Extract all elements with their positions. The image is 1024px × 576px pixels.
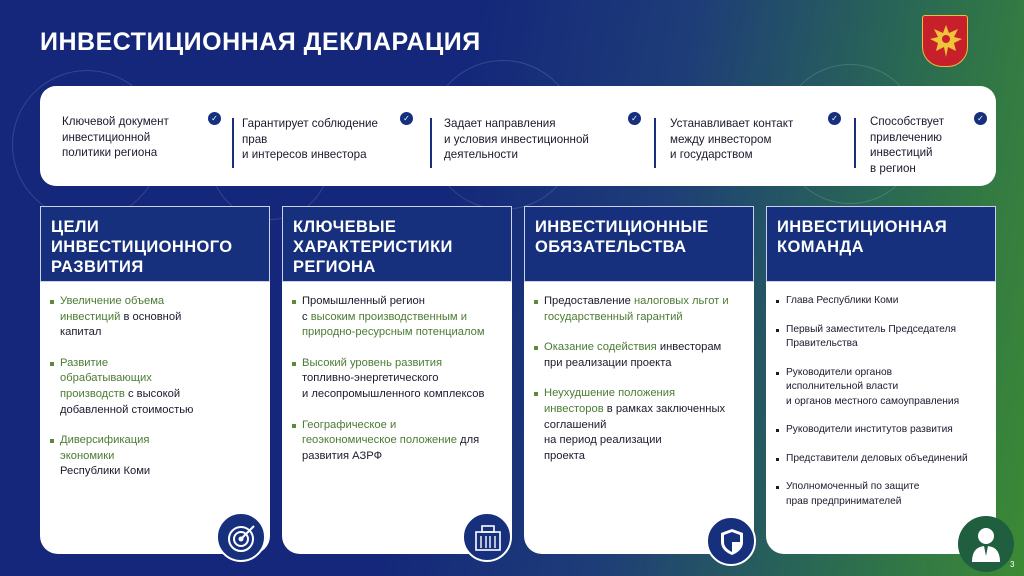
declaration-item: Способствует привлечению инвестиций в регион ✓ bbox=[870, 86, 992, 186]
list-item: Глава Республики Коми bbox=[774, 294, 992, 309]
page-title: ИНВЕСТИЦИОННАЯ ДЕКЛАРАЦИЯ bbox=[40, 28, 481, 56]
coat-of-arms-icon bbox=[922, 15, 968, 67]
divider bbox=[654, 118, 656, 168]
declaration-item: Устанавливает контакт между инвестором и государством ✓ bbox=[670, 86, 850, 186]
divider bbox=[232, 118, 234, 168]
card-header bbox=[524, 206, 754, 282]
card-heading: ЦЕЛИ ИНВЕСТИЦИОННОГО РАЗВИТИЯ bbox=[51, 218, 233, 276]
card-heading: КЛЮЧЕВЫЕ ХАРАКТЕРИСТИКИ РЕГИОНА bbox=[293, 218, 453, 276]
declaration-item: Задает направления и условия инвестиционной деятельности ✓ bbox=[444, 86, 644, 186]
declaration-item: Ключевой документ инвестиционной политики региона ✓ bbox=[62, 86, 222, 186]
list-item: Оказание содействия инвесторам при реализации проекта bbox=[532, 340, 750, 371]
goals-card bbox=[40, 206, 270, 554]
list-item: Промышленный регион с высоким производственным и природно-ресурсным потенциалом bbox=[290, 294, 508, 341]
page-number: 3 bbox=[1010, 560, 1015, 569]
region-card bbox=[282, 206, 512, 554]
building-icon bbox=[462, 512, 512, 562]
list-item: Неухудшение положения инвесторов в рамках заключенных соглашений на период реализации проекта bbox=[532, 386, 750, 464]
check-icon: ✓ bbox=[400, 112, 413, 125]
check-icon: ✓ bbox=[628, 112, 641, 125]
list-item: Высокий уровень развития топливно-энергетического и лесопромышленного комплексов bbox=[290, 356, 508, 403]
declaration-panel bbox=[40, 86, 996, 186]
card-header bbox=[40, 206, 270, 282]
divider bbox=[854, 118, 856, 168]
target-icon bbox=[216, 512, 266, 562]
declaration-item: Гарантирует соблюдение прав и интересов инвестора ✓ bbox=[242, 86, 422, 186]
list-item: Развитие обрабатывающих производств с высокой добавленной стоимостью bbox=[48, 356, 266, 418]
list-item: Увеличение объема инвестиций в основной капитал bbox=[48, 294, 266, 341]
list-item: Первый заместитель Председателя Правительства bbox=[774, 323, 992, 352]
list-item: Руководители органов исполнительной власти и органов местного самоуправления bbox=[774, 366, 992, 410]
list-item: Географическое и геоэкономическое положение для развития АЗРФ bbox=[290, 418, 508, 465]
check-icon: ✓ bbox=[208, 112, 221, 125]
card-heading: ИНВЕСТИЦИОННЫЕ ОБЯЗАТЕЛЬСТВА bbox=[535, 218, 709, 256]
check-icon: ✓ bbox=[974, 112, 987, 125]
divider bbox=[430, 118, 432, 168]
list-item: Предоставление налоговых льгот и государственный гарантий bbox=[532, 294, 750, 325]
list-item: Представители деловых объединений bbox=[774, 452, 992, 467]
list-item: Уполномоченный по защите прав предпринимателей bbox=[774, 480, 992, 509]
card-header bbox=[282, 206, 512, 282]
person-icon bbox=[958, 516, 1014, 572]
card-heading: ИНВЕСТИЦИОННАЯ КОМАНДА bbox=[777, 218, 948, 256]
shield-icon bbox=[706, 516, 756, 566]
list-item: Диверсификация экономики Республики Коми bbox=[48, 433, 266, 480]
list-item: Руководители институтов развития bbox=[774, 423, 992, 438]
check-icon: ✓ bbox=[828, 112, 841, 125]
card-header bbox=[766, 206, 996, 282]
obligations-card bbox=[524, 206, 754, 554]
team-card bbox=[766, 206, 996, 554]
